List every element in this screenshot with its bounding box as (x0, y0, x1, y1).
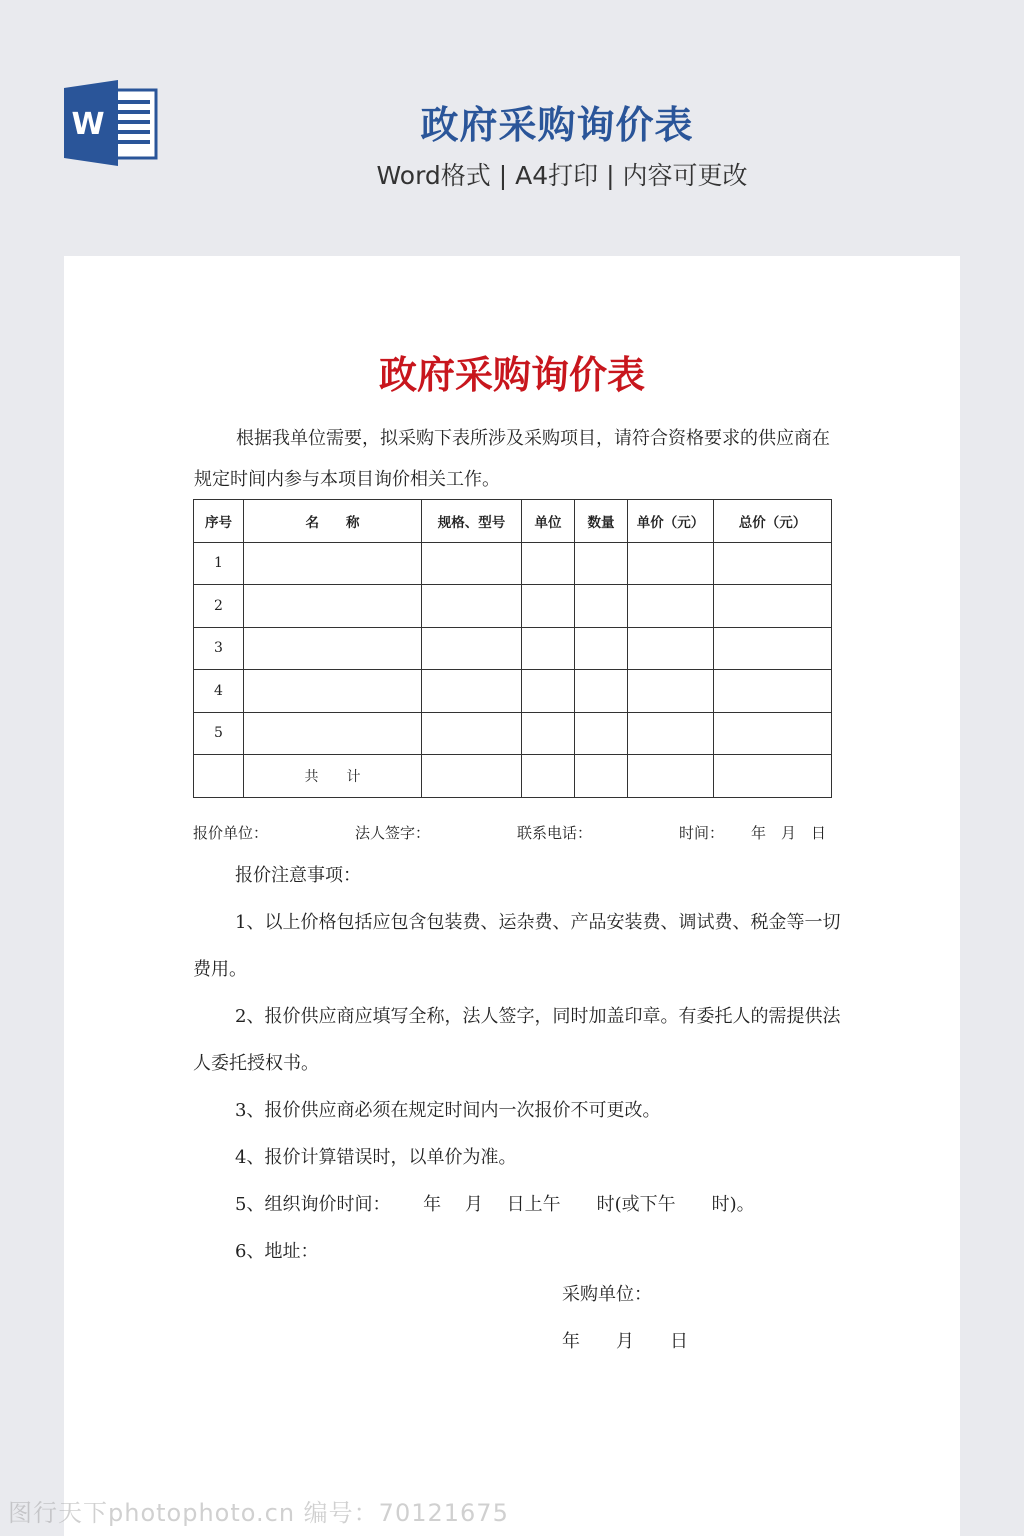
col-header-unit-price: 单价（元） (628, 500, 714, 543)
sign-legal-label: 法人签字： (355, 824, 431, 842)
table-header-row (194, 500, 832, 543)
notes-heading: 报价注意事项： (235, 865, 361, 886)
row-index: 4 (194, 670, 244, 713)
notes-section (193, 852, 843, 1275)
note-item-3: 3、报价供应商必须在规定时间内一次报价不可更改。 (235, 1100, 661, 1121)
note-item-5: 5、组织询价时间： 年 月 日上午 时(或下午 时)。 (235, 1194, 755, 1215)
note-item-1: 1、以上价格包括应包含包装费、运杂费、产品安装费、调试费、税金等一切费用。 (193, 912, 841, 980)
row-index: 1 (194, 542, 244, 585)
note-item-4: 4、报价计算错误时，以单价为准。 (235, 1147, 517, 1168)
quote-table (193, 499, 832, 798)
col-header-qty: 数量 (575, 500, 628, 543)
banner-subtitle: Word格式 | A4打印 | 内容可更改 (376, 161, 748, 190)
sign-date: 年 月 日 (751, 824, 827, 842)
sign-unit-label: 报价单位： (193, 824, 269, 842)
table-row (194, 585, 832, 628)
banner-title: 政府采购询价表 (420, 103, 694, 147)
note-item-6: 6、地址： (235, 1241, 319, 1262)
row-index: 3 (194, 627, 244, 670)
note-item-2: 2、报价供应商应填写全称，法人签字，同时加盖印章。有委托人的需提供法人委托授权书。 (193, 1006, 841, 1074)
sign-phone-label: 联系电话： (517, 824, 593, 842)
table-row (194, 670, 832, 713)
col-header-name: 名 称 (244, 500, 422, 543)
table-row (194, 627, 832, 670)
watermark: 图行天下photophoto.cn 编号：70121675 (8, 1499, 509, 1527)
document-page (64, 256, 960, 1536)
signature-unit: 采购单位： (562, 1284, 652, 1305)
sign-line (193, 822, 833, 848)
total-label: 共 计 (244, 755, 422, 798)
logo-letter: W (71, 107, 105, 142)
signature-date: 年 月 日 (562, 1331, 688, 1352)
col-header-index: 序号 (194, 500, 244, 543)
document-title: 政府采购询价表 (378, 353, 645, 397)
table-row (194, 542, 832, 585)
row-index: 5 (194, 712, 244, 755)
table-total-row (194, 755, 832, 798)
col-header-total-price: 总价（元） (714, 500, 832, 543)
col-header-unit: 单位 (522, 500, 575, 543)
table-row (194, 712, 832, 755)
row-index: 2 (194, 585, 244, 628)
sign-time-label: 时间： (679, 824, 725, 842)
intro-paragraph: 根据我单位需要，拟采购下表所涉及采购项目，请符合资格要求的供应商在规定时间内参与本项目询价相关工作。 (194, 428, 830, 490)
col-header-spec: 规格、型号 (422, 500, 522, 543)
